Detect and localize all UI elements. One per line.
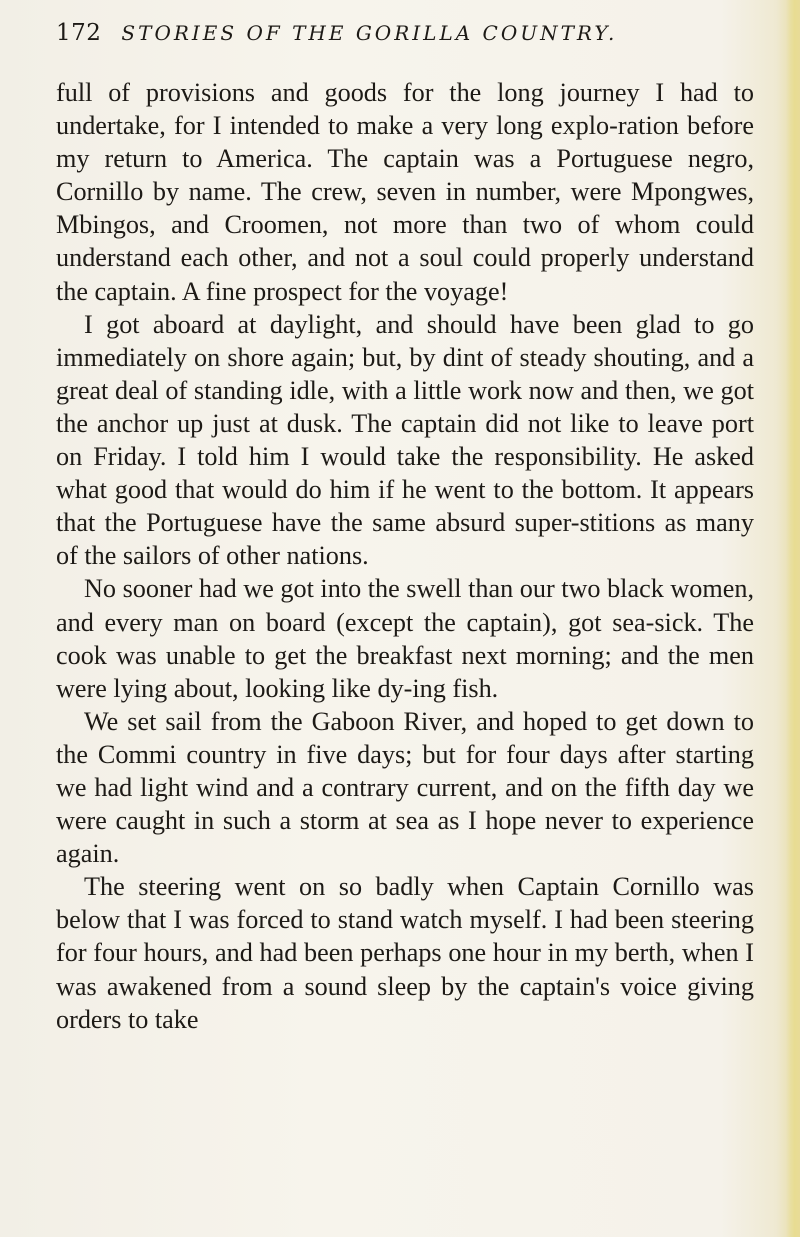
running-header bbox=[56, 20, 756, 56]
paragraph-1: full of provisions and goods for the long journey I had to undertake, for I intended to make a very long explo-ration before my return to America. The captain was a Portuguese negro, Cornillo by name. The crew, seven in number, were Mpongwes, Mbingos, and Croomen, not more than two of whom could understand each other, and not a soul could properly understand the captain. A fine prospect for the voyage! bbox=[56, 78, 754, 306]
page-number: 172 bbox=[56, 20, 102, 46]
paragraph-3: No sooner had we got into the swell than our two black women, and every man on board (except the captain), got sea-sick. The cook was unable to get the breakfast next morning; and the men were lying about, looking like dy-ing fish. bbox=[56, 574, 754, 703]
running-title: STORIES OF THE GORILLA COUNTRY. bbox=[121, 21, 618, 45]
page-edge bbox=[786, 0, 800, 1237]
paragraph-5: The steering went on so badly when Captain Cornillo was below that I was forced to stand watch myself. I had been steering for four hours, and had been perhaps one hour in my berth, when I was awakened from a sound sleep by the captain's voice giving orders to take bbox=[56, 872, 754, 1034]
paragraph-2: I got aboard at daylight, and should have been glad to go immediately on shore again; but, by dint of steady shouting, and a great deal of standing idle, with a little work now and then, we got the anchor up just at dusk. The captain did not like to leave port on Friday. I told him I would take the responsibility. He asked what good that would do him if he went to the bottom. It appears that the Portuguese have the same absurd super-stitions as many of the sailors of other nations. bbox=[56, 309, 754, 571]
body-text bbox=[56, 76, 754, 1036]
paragraph-4: We set sail from the Gaboon River, and hoped to get down to the Commi country in five days; but for four days after starting we had light wind and a contrary current, and on the fifth day we were caught in such a storm at sea as I hope never to experience again. bbox=[56, 706, 754, 869]
